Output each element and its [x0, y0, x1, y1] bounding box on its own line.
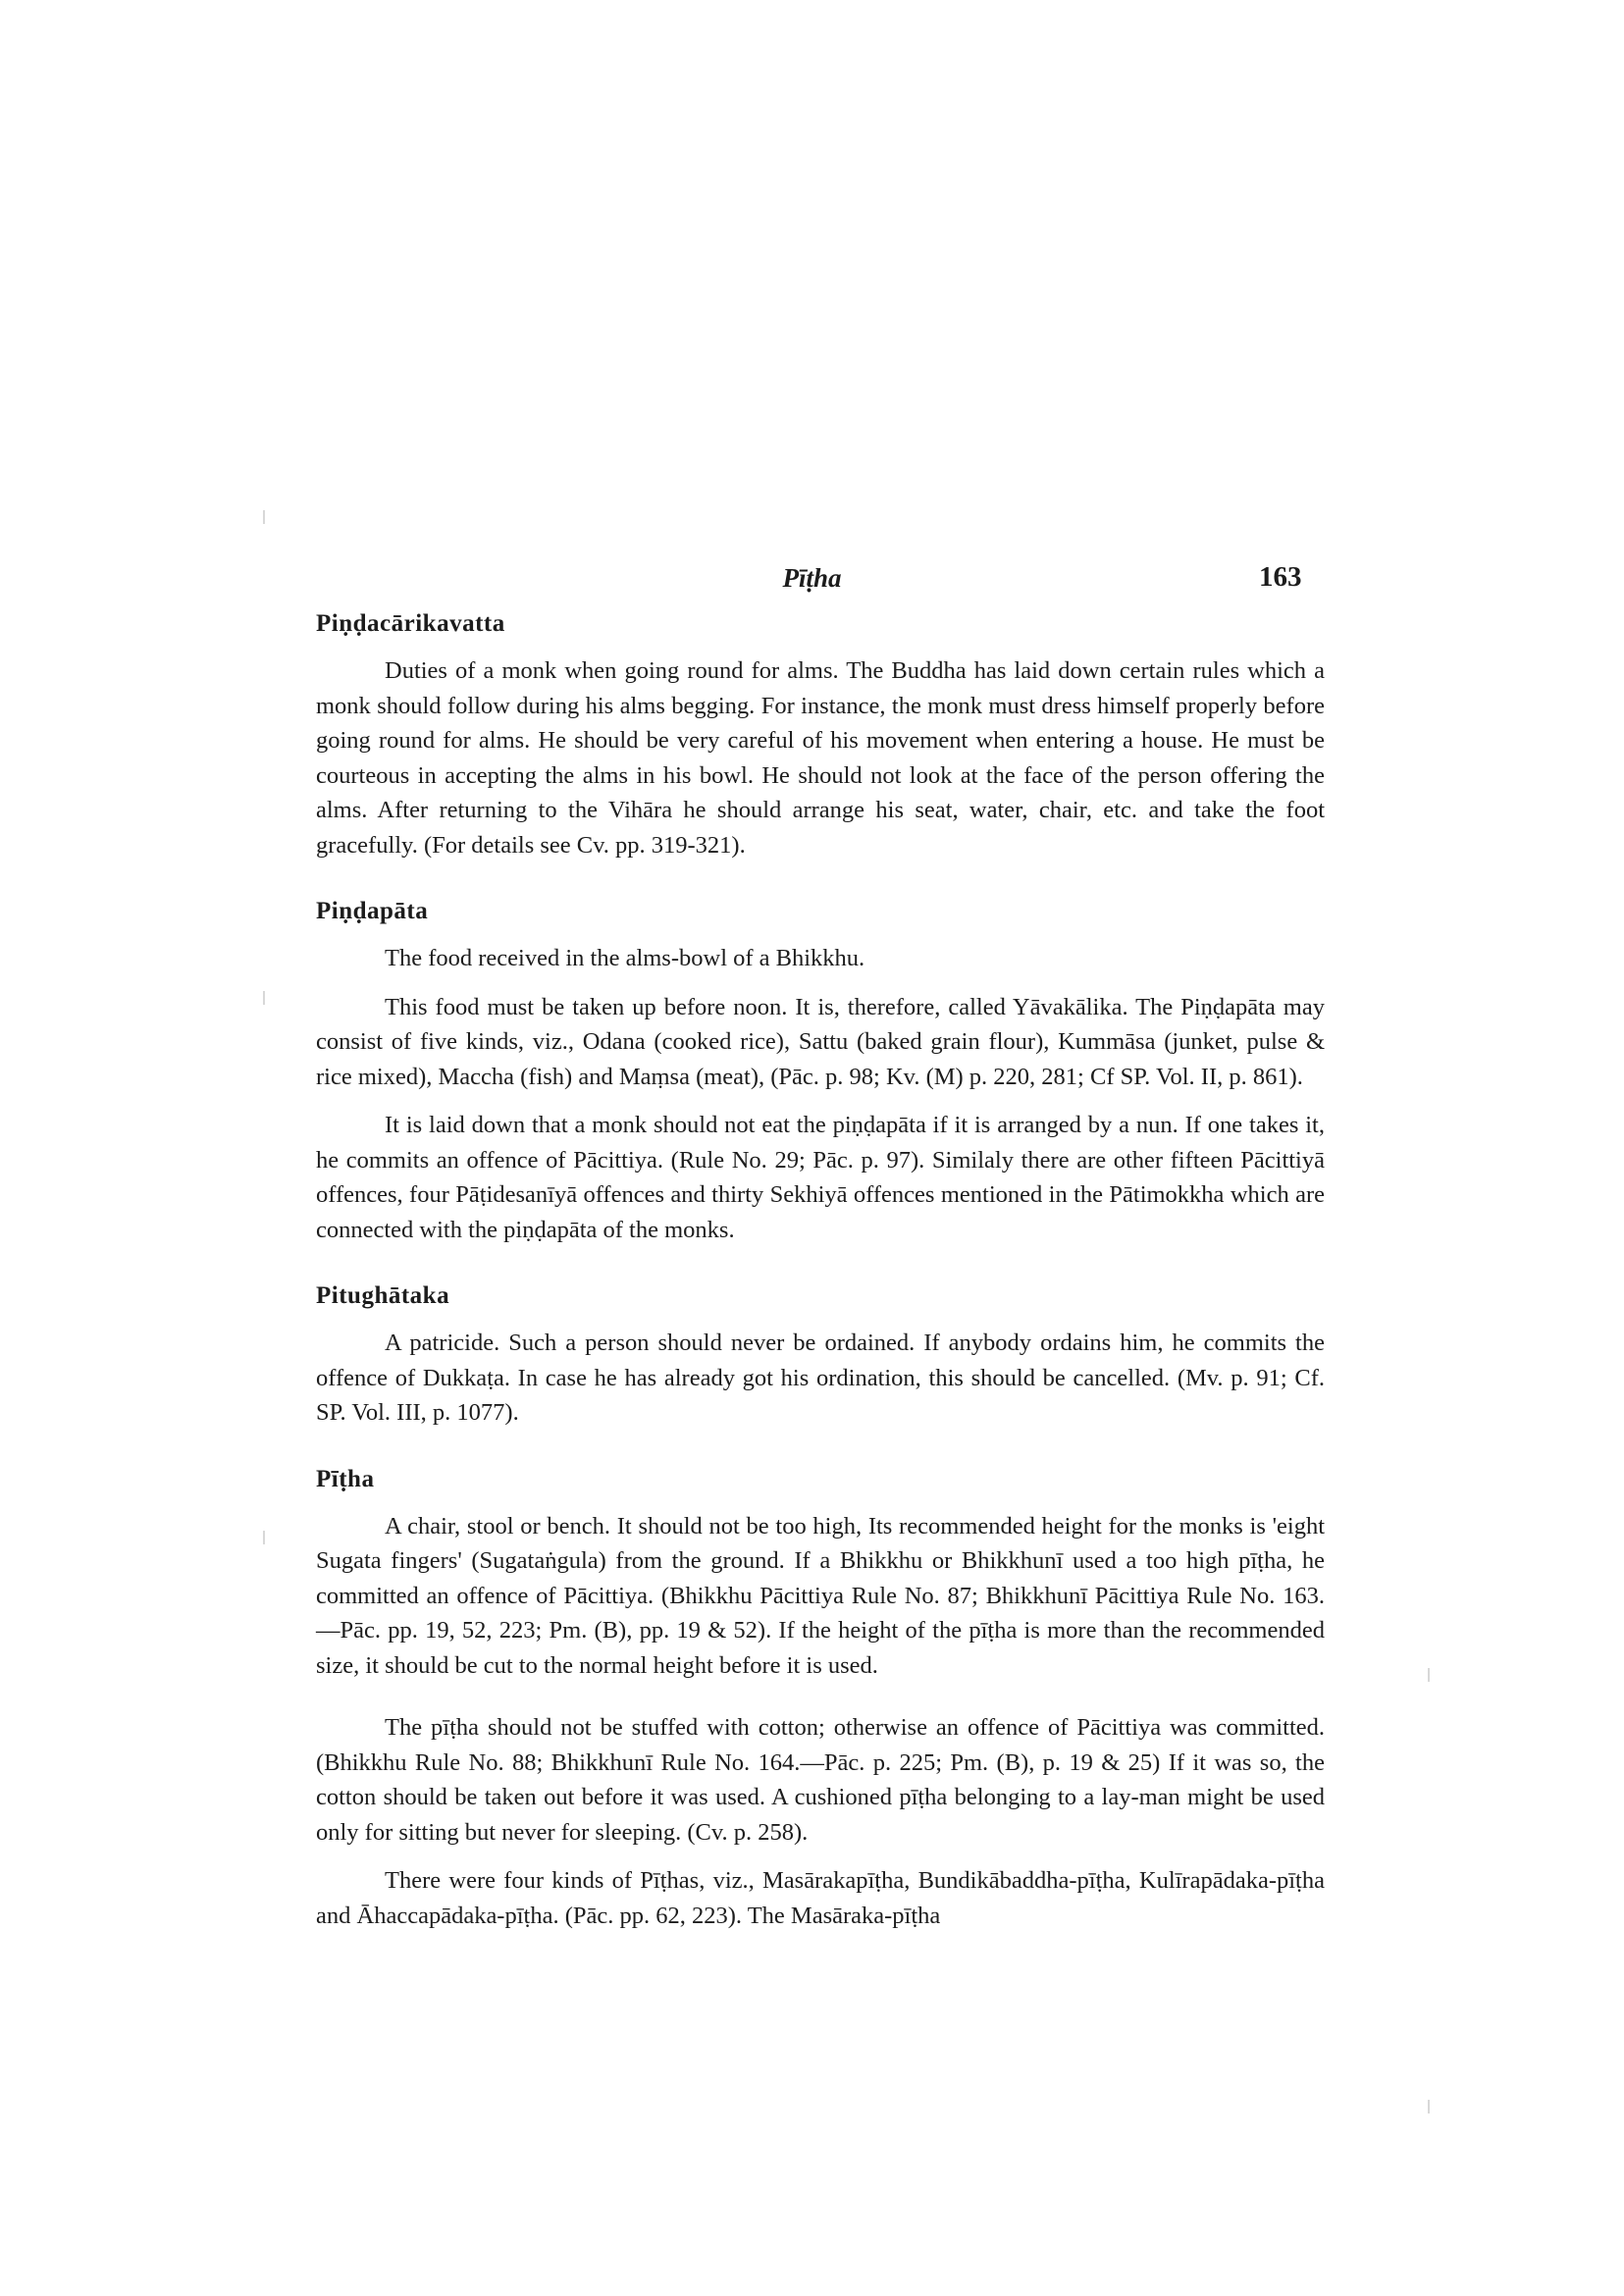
- entry-pitughataka: [316, 1282, 1325, 1431]
- entry-pindacarikavatta: [316, 610, 1325, 862]
- entry-paragraph: A patricide. Such a person should never be ordained. If anybody ordains him, he commits the offence of Dukkaṭa. In case he has already got his ordination, this should be cancelled. (Mv. p. 91; Cf. SP. Vol. III, p. 1077).: [316, 1330, 1325, 1426]
- entry-title: Piṇḍapāta: [316, 898, 429, 924]
- entry-paragraph: A chair, stool or bench. It should not be too high, Its recommended height for the monks is 'eight Sugata fingers' (Sugataṅgula) from the ground. If a Bhikkhu or Bhikkhunī used a too high pīṭha, he committed an offence of Pācittiya. (Bhikkhu Pācittiya Rule No. 87; Bhikkhunī Pācittiya Rule No. 163.—Pāc. pp. 19, 52, 223; Pm. (B), pp. 19 & 52). If the height of the pīṭha is more than the recommended size, it should be cut to the normal height before it is used.: [316, 1512, 1325, 1679]
- scan-mark: [1428, 1668, 1430, 1682]
- entry-paragraph: It is laid down that a monk should not eat the piṇḍapāta if it is arranged by a nun. If one takes it, he commits an offence of Pācittiya. (Rule No. 29; Pāc. p. 97). Similaly there are other fifteen Pācittiyā offences, four Pāṭidesanīyā offences and thirty Sekhiyā offences mentioned in the Pātimokkha which are connected with the piṇḍapāta of the monks.: [316, 1112, 1325, 1243]
- entry-title: Pitughātaka: [316, 1282, 450, 1309]
- running-title: Pīṭha: [782, 563, 842, 593]
- entry-paragraph: The food received in the alms-bowl of a Bhikkhu.: [385, 945, 865, 971]
- entry-paragraph: There were four kinds of Pīṭhas, viz., Masārakapīṭha, Bundikābaddha-pīṭha, Kulīrapādaka-pīṭha and Āhaccapādaka-pīṭha. (Pāc. pp. 62, 223). The Masāraka-pīṭha: [316, 1867, 1325, 1929]
- entry-paragraph: The pīṭha should not be stuffed with cotton; otherwise an offence of Pācittiya was committed. (Bhikkhu Rule No. 88; Bhikkhunī Rule No. 164.—Pāc. p. 225; Pm. (B), p. 19 & 25) If it was so, the cotton should be taken out before it was used. A cushioned pīṭha belonging to a lay-man might be used only for sitting but never for sleeping. (Cv. p. 258).: [316, 1714, 1325, 1846]
- scan-mark: [263, 1531, 265, 1544]
- scan-mark: [263, 510, 265, 524]
- entry-paragraph: This food must be taken up before noon. It is, therefore, called Yāvakālika. The Piṇḍapāta may consist of five kinds, viz., Odana (cooked rice), Sattu (baked grain flour), Kummāsa (junket, pulse & rice mixed), Maccha (fish) and Maṃsa (meat), (Pāc. p. 98; Kv. (M) p. 220, 281; Cf SP. Vol. II, p. 861).: [316, 993, 1325, 1090]
- entry-pindapata: [316, 898, 1325, 1247]
- entry-paragraph: Duties of a monk when going round for alms. The Buddha has laid down certain rules which a monk should follow during his alms begging. For instance, the monk must dress himself properly before going round for alms. He should be very careful of his movement when entering a house. He must be courteous in accepting the alms in his bowl. He should not look at the face of the person offering the alms. After returning to the Vihāra he should arrange his seat, water, chair, etc. and take the foot gracefully. (For details see Cv. pp. 319-321).: [316, 657, 1325, 859]
- scan-mark: [1428, 2100, 1430, 2113]
- entry-title: Piṇḍacārikavatta: [316, 610, 505, 637]
- page-number: 163: [1259, 561, 1302, 593]
- entry-pitha: [316, 1466, 1325, 1934]
- scan-mark: [263, 991, 265, 1005]
- entry-title: Pīṭha: [316, 1465, 375, 1492]
- page-content: [316, 610, 1325, 1968]
